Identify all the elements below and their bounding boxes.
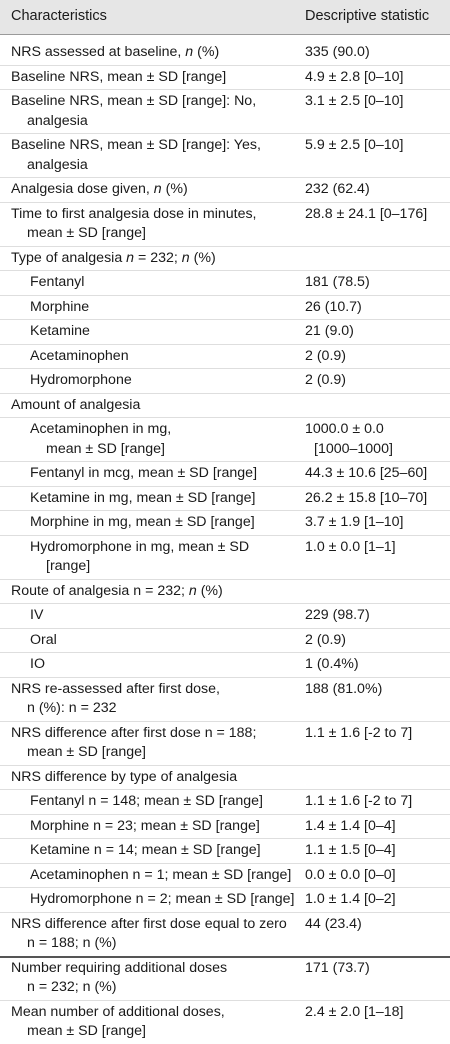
row-label-main: Morphine bbox=[30, 298, 90, 315]
row-label bbox=[0, 629, 300, 653]
row-value-text: 3.1 ± 2.5 [0–10] bbox=[305, 93, 404, 109]
row-value-text: 4.9 ± 2.8 [0–10] bbox=[305, 68, 404, 85]
table-row bbox=[0, 766, 450, 791]
row-label-main: IV bbox=[30, 607, 44, 623]
table-row bbox=[0, 462, 450, 487]
row-label bbox=[0, 487, 300, 511]
row-label-text bbox=[30, 348, 129, 364]
row-value bbox=[300, 629, 450, 653]
table-row bbox=[0, 815, 450, 840]
row-value-text: 2.4 ± 2.0 [1–18] bbox=[305, 1003, 404, 1020]
row-label-italic: n bbox=[153, 181, 162, 197]
row-label-main: IO bbox=[30, 656, 45, 672]
row-label-main: Morphine in mg, mean ± SD [range] bbox=[30, 514, 255, 530]
row-value-text: 1000.0 ± 0.0 bbox=[305, 421, 384, 437]
row-label-text bbox=[30, 323, 90, 339]
row-label-text bbox=[30, 867, 291, 883]
row-label bbox=[0, 790, 300, 814]
row-value-text: 26.2 ± 15.8 [10–70] bbox=[305, 489, 428, 506]
row-label-main: Analgesia dose given, bbox=[11, 181, 154, 197]
table-row bbox=[0, 536, 450, 580]
table-row bbox=[0, 957, 450, 1001]
row-value-text: 2 (0.9) bbox=[305, 372, 347, 388]
row-value bbox=[300, 369, 450, 393]
row-label-text bbox=[11, 1004, 225, 1020]
row-value-continuation: [1000–1000] bbox=[314, 440, 393, 457]
row-label bbox=[0, 320, 300, 344]
row-label-main: NRS difference after first dose n = 188; bbox=[11, 724, 257, 741]
row-value-text: 229 (98.7) bbox=[305, 607, 370, 623]
row-label-text bbox=[30, 490, 255, 506]
row-label-main: NRS assessed at baseline, bbox=[11, 44, 186, 60]
row-label bbox=[0, 839, 300, 863]
row-label-text bbox=[11, 725, 256, 741]
row-value bbox=[300, 790, 450, 814]
row-label-text bbox=[30, 607, 43, 623]
row-label-main: Hydromorphone bbox=[30, 372, 132, 388]
row-value-text: 171 (73.7) bbox=[305, 959, 370, 976]
table-row bbox=[0, 90, 450, 134]
row-value bbox=[300, 418, 450, 461]
row-label-tail: (%) bbox=[193, 44, 220, 60]
table-row bbox=[0, 511, 450, 536]
table-row bbox=[0, 864, 450, 889]
row-value bbox=[300, 1001, 450, 1025]
row-label-text bbox=[11, 181, 188, 197]
row-label bbox=[0, 604, 300, 628]
row-value-text: 21 (9.0) bbox=[305, 323, 354, 339]
row-value bbox=[300, 320, 450, 344]
row-label bbox=[0, 462, 300, 486]
row-value bbox=[300, 604, 450, 628]
row-label-continuation: mean ± SD [range] bbox=[27, 1023, 146, 1039]
row-value bbox=[300, 90, 450, 114]
row-value-text: 28.8 ± 24.1 [0–176] bbox=[305, 205, 428, 222]
row-label-main: Acetaminophen n = 1; mean ± SD [range] bbox=[30, 866, 292, 883]
row-value-text: 188 (81.0%) bbox=[305, 680, 383, 697]
row-label-main: Fentanyl in mcg, mean ± SD [range] bbox=[30, 465, 258, 481]
row-value bbox=[300, 66, 450, 90]
row-label-main: Fentanyl bbox=[30, 274, 85, 290]
row-value bbox=[300, 678, 450, 702]
row-value-text: 1.0 ± 1.4 [0–2] bbox=[305, 891, 396, 907]
row-label bbox=[0, 418, 300, 461]
table-row bbox=[0, 629, 450, 654]
row-value bbox=[300, 394, 450, 398]
table-row bbox=[0, 320, 450, 345]
row-value-text: 5.9 ± 2.5 [0–10] bbox=[305, 137, 404, 153]
row-value-text: 26 (10.7) bbox=[305, 298, 362, 315]
row-value bbox=[300, 653, 450, 677]
table-row bbox=[0, 653, 450, 678]
row-value bbox=[300, 815, 450, 839]
row-label bbox=[0, 1001, 300, 1044]
row-label bbox=[0, 864, 300, 888]
table-row bbox=[0, 888, 450, 913]
row-label bbox=[0, 536, 300, 579]
row-label-italic: n bbox=[181, 249, 190, 266]
row-value bbox=[300, 462, 450, 486]
row-label-main: Mean number of additional doses, bbox=[11, 1003, 225, 1020]
row-label-text bbox=[11, 681, 220, 697]
table-row bbox=[0, 247, 450, 272]
row-label-continuation: mean ± SD [range] bbox=[46, 440, 165, 457]
row-label-main: Baseline NRS, mean ± SD [range]: Yes, bbox=[11, 137, 261, 153]
row-value bbox=[300, 134, 450, 158]
row-value bbox=[300, 722, 450, 746]
column-header-descriptive-statistic: Descriptive statistic bbox=[305, 8, 430, 24]
row-label bbox=[0, 913, 300, 956]
row-label-continuation: [range] bbox=[46, 558, 91, 574]
row-label-main: Acetaminophen bbox=[30, 347, 129, 364]
row-value bbox=[300, 536, 450, 560]
row-label bbox=[0, 511, 300, 535]
row-label-text bbox=[11, 769, 237, 785]
row-label-continuation: analgesia bbox=[27, 156, 88, 173]
row-label-text bbox=[11, 397, 140, 413]
row-value-text: 181 (78.5) bbox=[305, 274, 370, 290]
table-row bbox=[0, 1001, 450, 1044]
row-label-main: Ketamine bbox=[30, 323, 90, 339]
row-label-text bbox=[11, 250, 216, 266]
row-label-text bbox=[30, 274, 84, 290]
row-label bbox=[0, 203, 300, 246]
row-label-main: Number requiring additional doses bbox=[11, 959, 228, 976]
row-value bbox=[300, 957, 450, 981]
table-row bbox=[0, 41, 450, 66]
row-label-italic: n bbox=[188, 582, 197, 599]
row-value-text: 232 (62.4) bbox=[305, 181, 370, 197]
row-value bbox=[300, 864, 450, 888]
row-value bbox=[300, 41, 450, 65]
row-label-main: Ketamine in mg, mean ± SD [range] bbox=[30, 489, 256, 506]
row-label-text bbox=[30, 421, 171, 437]
row-label-main: Morphine n = 23; mean ± SD [range] bbox=[30, 817, 260, 834]
table-row bbox=[0, 203, 450, 247]
table-row bbox=[0, 66, 450, 91]
row-label bbox=[0, 41, 300, 65]
row-label-text bbox=[30, 372, 132, 388]
row-label bbox=[0, 394, 300, 418]
row-value bbox=[300, 247, 450, 251]
row-value bbox=[300, 203, 450, 227]
row-value bbox=[300, 839, 450, 863]
row-value-text: 1.0 ± 0.0 [1–1] bbox=[305, 538, 396, 555]
row-label-continuation: n = 232; n (%) bbox=[27, 979, 117, 995]
table-row bbox=[0, 604, 450, 629]
row-label bbox=[0, 296, 300, 320]
row-label-main: Fentanyl n = 148; mean ± SD [range] bbox=[30, 793, 263, 809]
row-label-tail: (%) bbox=[196, 582, 223, 599]
row-label bbox=[0, 722, 300, 765]
table-row bbox=[0, 418, 450, 462]
table-row bbox=[0, 790, 450, 815]
row-label-text bbox=[11, 137, 261, 153]
row-label-main: NRS re-assessed after first dose, bbox=[11, 680, 220, 697]
table-row bbox=[0, 345, 450, 370]
column-header-characteristics: Characteristics bbox=[11, 8, 107, 24]
table-row bbox=[0, 394, 450, 419]
table-row bbox=[0, 369, 450, 394]
row-label bbox=[0, 653, 300, 677]
table-row bbox=[0, 839, 450, 864]
row-label-main: NRS difference after first dose equal to zero bbox=[11, 915, 287, 932]
row-label-main: NRS difference by type of analgesia bbox=[11, 768, 238, 785]
row-label-text bbox=[11, 44, 219, 60]
row-value bbox=[300, 766, 450, 770]
row-label-text bbox=[11, 916, 287, 932]
row-label-text bbox=[30, 818, 260, 834]
row-label-text bbox=[11, 69, 226, 85]
row-label bbox=[0, 815, 300, 839]
table-row bbox=[0, 271, 450, 296]
row-label-main: Oral bbox=[30, 631, 57, 648]
row-label-italic: n bbox=[185, 44, 194, 60]
row-value-text: 44.3 ± 10.6 [25–60] bbox=[305, 465, 428, 481]
row-label bbox=[0, 247, 300, 271]
row-label-continuation: analgesia bbox=[27, 112, 88, 129]
row-value-text: 335 (90.0) bbox=[305, 44, 370, 60]
row-value-text: 3.7 ± 1.9 [1–10] bbox=[305, 514, 404, 530]
row-label-tail: (%) bbox=[161, 181, 188, 197]
row-label bbox=[0, 766, 300, 790]
table-row bbox=[0, 580, 450, 605]
row-label-text bbox=[11, 206, 257, 222]
row-label-main: Route of analgesia n = 232; bbox=[11, 582, 189, 599]
row-label bbox=[0, 90, 300, 133]
row-label-text bbox=[30, 656, 45, 672]
row-label-text bbox=[30, 539, 249, 555]
row-label-main: Hydromorphone n = 2; mean ± SD [range] bbox=[30, 891, 295, 907]
row-label-text bbox=[30, 793, 263, 809]
row-label-text bbox=[30, 891, 295, 907]
row-value bbox=[300, 511, 450, 535]
row-label-text bbox=[11, 583, 223, 599]
row-value-text: 2 (0.9) bbox=[305, 631, 347, 648]
table-row bbox=[0, 722, 450, 766]
row-label bbox=[0, 66, 300, 90]
row-label-continuation: mean ± SD [range] bbox=[27, 225, 146, 241]
row-label-main: Baseline NRS, mean ± SD [range] bbox=[11, 68, 227, 85]
row-label-italic: n bbox=[126, 249, 135, 266]
table-body bbox=[0, 35, 450, 1044]
row-label-text bbox=[30, 632, 57, 648]
row-label-main: Hydromorphone in mg, mean ± SD bbox=[30, 538, 250, 555]
row-value bbox=[300, 913, 450, 937]
row-value-text: 1.1 ± 1.6 [-2 to 7] bbox=[305, 793, 413, 809]
row-label bbox=[0, 888, 300, 912]
row-value-text: 0.0 ± 0.0 [0–0] bbox=[305, 866, 396, 883]
table-row bbox=[0, 178, 450, 203]
table-header bbox=[0, 0, 450, 35]
table-row bbox=[0, 678, 450, 722]
table-row bbox=[0, 134, 450, 178]
table-row bbox=[0, 487, 450, 512]
row-label-main: Baseline NRS, mean ± SD [range]: No, bbox=[11, 93, 257, 109]
row-label-tail: = 232; bbox=[134, 249, 182, 266]
row-label bbox=[0, 369, 300, 393]
row-value-text: 1.1 ± 1.5 [0–4] bbox=[305, 842, 396, 858]
row-value bbox=[300, 580, 450, 584]
row-value bbox=[300, 178, 450, 202]
row-label-text bbox=[30, 465, 257, 481]
row-label bbox=[0, 957, 300, 1000]
row-label-main: Ketamine n = 14; mean ± SD [range] bbox=[30, 842, 261, 858]
row-label-text bbox=[11, 960, 227, 976]
row-value-text: 1.4 ± 1.4 [0–4] bbox=[305, 817, 396, 834]
row-value bbox=[300, 888, 450, 912]
row-value bbox=[300, 487, 450, 511]
row-label-text bbox=[30, 514, 255, 530]
row-label bbox=[0, 678, 300, 721]
row-label bbox=[0, 271, 300, 295]
row-label-main: Time to first analgesia dose in minutes, bbox=[11, 205, 257, 222]
table-row bbox=[0, 296, 450, 321]
row-label bbox=[0, 134, 300, 177]
row-value bbox=[300, 345, 450, 369]
row-value-text: 2 (0.9) bbox=[305, 347, 347, 364]
row-value-text: 44 (23.4) bbox=[305, 915, 362, 932]
row-value bbox=[300, 271, 450, 295]
row-value-text: 1 (0.4%) bbox=[305, 656, 359, 672]
row-label-tail: (%) bbox=[189, 249, 216, 266]
row-value bbox=[300, 296, 450, 320]
row-label bbox=[0, 178, 300, 202]
row-label-main: Amount of analgesia bbox=[11, 396, 141, 413]
row-label-main: Acetaminophen in mg, bbox=[30, 421, 172, 437]
row-label bbox=[0, 580, 300, 604]
row-label-continuation: n (%): n = 232 bbox=[27, 700, 117, 716]
table-row bbox=[0, 913, 450, 957]
row-label-text bbox=[30, 299, 89, 315]
row-label-continuation: mean ± SD [range] bbox=[27, 744, 146, 760]
row-value-text: 1.1 ± 1.6 [-2 to 7] bbox=[305, 724, 413, 741]
row-label-text bbox=[11, 93, 256, 109]
row-label bbox=[0, 345, 300, 369]
row-label-main: Type of analgesia bbox=[11, 249, 127, 266]
row-label-text bbox=[30, 842, 261, 858]
row-label-continuation: n = 188; n (%) bbox=[27, 935, 117, 951]
